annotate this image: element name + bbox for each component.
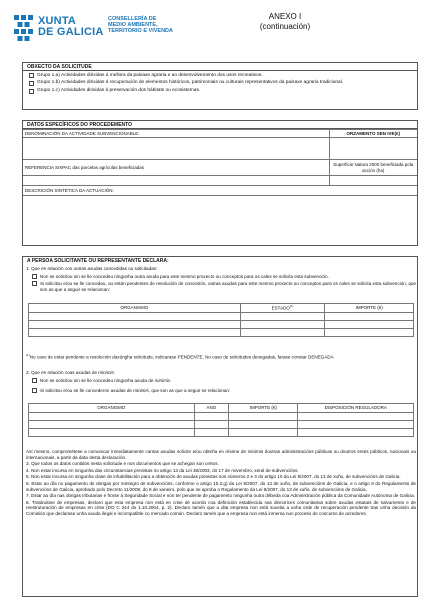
referencia-field[interactable]	[23, 176, 329, 186]
table-row[interactable]	[29, 321, 414, 329]
declara-item-2-option-2-b: , que son as que a seguir se relacionan:	[148, 388, 231, 394]
cell[interactable]	[229, 421, 298, 429]
declara-item-2-option-1-em: minimis	[154, 377, 171, 383]
table-row[interactable]	[29, 413, 414, 421]
declara-item-2	[26, 370, 416, 394]
minimis-table	[28, 403, 414, 437]
col-estado	[240, 304, 325, 313]
declara-item-1-text: 1. Que en relación con outras axudas concedidas ou solicitadas:	[26, 266, 158, 271]
cell[interactable]	[298, 413, 414, 421]
asimesmo-text: Así mesmo, comprométese a comunicar inmediatamente cantas axudas solicite e/ou obteña en réxime de minimis doutras administracións públicas ou doutros entes públicos, nacionais ou internacionais, a partir da data desta declaración.	[26, 449, 416, 460]
checkbox[interactable]	[29, 73, 34, 78]
col-organismo: ORGANISMO	[29, 404, 195, 413]
checkbox[interactable]	[29, 81, 34, 86]
checkbox[interactable]	[29, 89, 34, 94]
table-row[interactable]	[29, 421, 414, 429]
cell[interactable]	[29, 413, 195, 421]
conselleria-name	[108, 16, 218, 34]
obxecto-title: OBXECTO DA SOLICITUDE	[23, 63, 417, 71]
declara-rest	[26, 449, 416, 517]
brand-line-2: DE GALICIA	[38, 26, 104, 38]
table-row[interactable]	[29, 313, 414, 321]
obxecto-option-1-label: Grupo 1.a) Actividades dirixidas á mellora da paisaxe agraria e ao desenvolvemento dos usos recreativos.	[37, 72, 263, 78]
orzamento-field[interactable]	[329, 138, 417, 160]
cell[interactable]	[325, 313, 414, 321]
superficie-label: Superficie Natura 2000 beneficiada pola acción (ha)	[329, 160, 417, 176]
col-importe: IMPORTE (€)	[325, 304, 414, 313]
col-disposicion: DISPOSICIÓN REGULADORA	[298, 404, 414, 413]
cell[interactable]	[194, 421, 229, 429]
cell[interactable]	[240, 329, 325, 337]
declara-item-2-text	[26, 370, 416, 376]
col-estado-label: ESTADO	[271, 305, 290, 311]
declara-item-3: 3. Que todos os datos contidos nesta solicitude e nos documentos que se achegan son certos.	[26, 461, 219, 467]
declara-item-2-option-2[interactable]	[32, 388, 416, 394]
cell[interactable]	[298, 429, 414, 437]
ayudas-table	[28, 303, 414, 337]
col-ano: ANO	[194, 404, 229, 413]
declara-item-1	[26, 266, 416, 292]
denominacion-label: DENOMINACIÓN DA ACTIVIDADE SUBVENCIONABLE:	[23, 130, 329, 138]
declara-item-8: 8. Tratándose de empresas, declaro que esta empresa non está en crise de acordo coa definición establecida nas directrices comunitarias sobre axudas estatais de salvamento e de reestruturación de empresas en crise (DO C 244 do 1.10.2004, p. 2). Declaro tamén que a dita empresa non está suxeita a unha orde de recuperación pendente tras unha decisión da Comisión que declarase unha axuda ilegal e incompatible co mercado común. Declaro tamén que a empresa non está inmersa nun proceso de concurso de acredores.	[26, 499, 416, 516]
declara-item-2-option-2-label	[40, 388, 230, 394]
referencia-label: REFERENCIA SIXPAC das parcelas agrícolas beneficiadas	[23, 160, 329, 176]
obxecto-option-3[interactable]	[23, 87, 417, 95]
cell[interactable]	[240, 321, 325, 329]
declara-item-2-option-2-a: Si solicitou e/ou se lle concederon axudas de	[40, 388, 134, 394]
declara-item-2-option-1-b: .	[170, 377, 172, 383]
cell[interactable]	[325, 329, 414, 337]
declara-item-6: 6. Estar ao día no pagamento de obrigas por reintegro de subvencións, conforme o artigo 10.2.g) da Lei 9/2007, do 13 de xuño, de subvencións de Galicia, e o artigo 9 do Regulamento de subvencións de Galicia, aprobado polo Decreto 11/2009, do 8 de xaneiro, polo que se aproba o Regulamento da Lei 9/2007, do 13 de xuño, de subvencións de Galicia.	[26, 480, 416, 492]
col-organismo: ORGANISMO	[29, 304, 241, 313]
col-importe: IMPORTE (€)	[229, 404, 298, 413]
minimis-table-header	[29, 404, 414, 413]
declara-item-1-option-1[interactable]	[32, 274, 416, 280]
cell[interactable]	[325, 321, 414, 329]
declara-item-2-prefix: 2. Que en relación coas axudas de	[26, 370, 99, 375]
datos-section	[22, 120, 418, 246]
obxecto-option-3-label: Grupo 1.c) Actividades dirixidas á preservación dos hábitats ou ecosistemas.	[37, 88, 201, 93]
table-row[interactable]	[29, 429, 414, 437]
descricion-field[interactable]	[23, 196, 417, 247]
obxecto-section	[22, 62, 418, 110]
datos-table	[23, 129, 417, 247]
declara-title: A PERSOA SOLICITANTE OU REPRESENTANTE DECLARA:	[23, 257, 417, 265]
brand-name	[38, 16, 104, 38]
obxecto-option-2-label: Grupo 1.b) Actividades dirixidas á recuperación de elementos históricos, patrimoniais ou culturais representativos da paisaxe agraria tradicional.	[37, 80, 344, 86]
orzamento-label: ORZAMENTO SEN IVE(€)	[329, 130, 417, 138]
checkbox[interactable]	[32, 281, 37, 286]
cell[interactable]	[240, 313, 325, 321]
declara-item-2-option-2-em: minimis	[133, 388, 149, 394]
table-row[interactable]	[29, 329, 414, 337]
cell[interactable]	[229, 413, 298, 421]
cell[interactable]	[229, 429, 298, 437]
superficie-field[interactable]	[329, 176, 417, 186]
cell[interactable]	[29, 313, 241, 321]
cell[interactable]	[29, 321, 241, 329]
checkbox[interactable]	[32, 378, 37, 383]
ayudas-table-header	[29, 304, 414, 313]
conselleria-line-1: CONSELLERÍA DE	[108, 16, 157, 22]
declara-item-7: 7. Estar ao día nas obrigas tributarias e fronte á Seguridade Social e non ter pendente de pagamento ningunha outra débeda coa Administración pública da Comunidade Autónoma de Galicia.	[26, 493, 415, 499]
footnote-1-mark: (1)	[26, 353, 30, 357]
xunta-logo-icon	[14, 15, 34, 43]
anexo-title	[246, 12, 324, 32]
declara-item-2-suffix: :	[113, 370, 116, 375]
checkbox[interactable]	[32, 274, 37, 279]
anexo-title-text: ANEXO I	[268, 12, 302, 21]
declara-item-1-option-2-label: Si solicitou e/ou se lle concedeu, ou están pendentes de resolución de concesión, outras axudas para este mesmo proxecto ou conceptos para os cales se solicita esta subvención, que son as que a seguir se relacionan:	[40, 281, 416, 292]
checkbox[interactable]	[32, 388, 37, 393]
cell[interactable]	[298, 421, 414, 429]
declara-item-1-option-2[interactable]	[32, 281, 416, 292]
conselleria-line-2: MEDIO AMBIENTE,	[108, 22, 158, 28]
cell[interactable]	[29, 421, 195, 429]
footnote-1-text: No caso de estar pendente a resolución daxúngha solicitude, indicarase PENDENTE. No caso de solicitudes denegadas, farase constar DENEGADA	[29, 354, 334, 360]
anexo-subtitle: (continuación)	[259, 22, 311, 31]
footnote-1	[26, 353, 416, 360]
brand-line-1: XUNTA	[38, 15, 77, 27]
cell[interactable]	[194, 429, 229, 437]
obxecto-option-2[interactable]	[23, 80, 417, 88]
declara-item-2-option-1-label	[40, 378, 172, 384]
denominacion-field[interactable]	[23, 138, 329, 160]
declara-item-2-em: minimis	[98, 370, 114, 375]
declara-item-4: 4. Non estar incursa en ningunha das circunstancias previstas no artigo 13 da Lei 38/2003, do 17 de novembro, xeral de subvencións.	[26, 467, 299, 473]
obxecto-option-1[interactable]	[23, 72, 417, 80]
datos-title: DATOS ESPECÍFICOS DO PROCEDEMENTO	[23, 121, 417, 129]
descricion-label: DESCRICIÓN SINTÉTICA DA ACTUACIÓN:	[23, 186, 417, 196]
cell[interactable]	[194, 413, 229, 421]
declara-item-2-option-1-a: Non se solicitou nin se lle concedeu ningunha axuda de	[40, 377, 155, 383]
document-header	[0, 0, 439, 52]
declara-item-2-option-1[interactable]	[32, 378, 416, 384]
cell[interactable]	[29, 329, 241, 337]
cell[interactable]	[29, 429, 195, 437]
declara-item-1-option-1-label: Non se solicitou nin se lle concedeu ningunha outra axuda para este mesmo proxecto ou conceptos para os cales se solicita esta subvención.	[40, 273, 329, 279]
declara-item-5: 5. Non estar incursa en ningunha clase de inhabilitación para a obtención de axudas previstas nos números 2 e 3 do artigo 10 da Lei 9/2007, do 13 de xuño, de subvencións de Galicia.	[26, 474, 401, 480]
col-estado-footnote: (1)	[289, 303, 294, 308]
conselleria-line-3: TERRITORIO E VIVENDA	[108, 28, 173, 34]
